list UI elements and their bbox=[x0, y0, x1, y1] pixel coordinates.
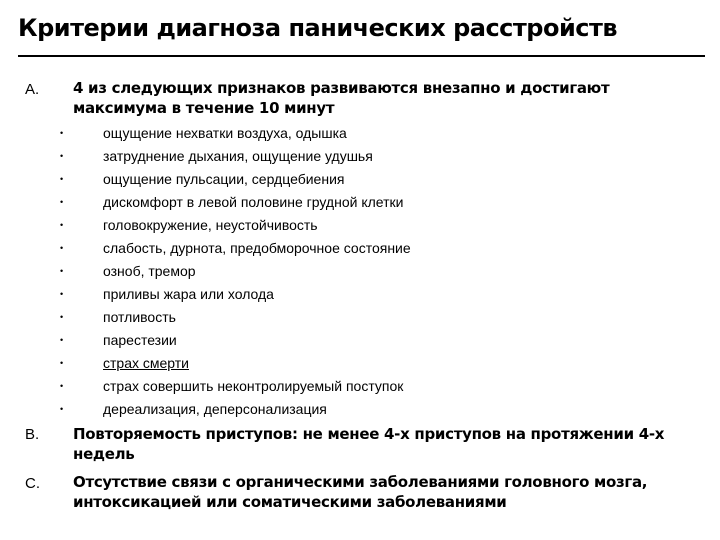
symptom-text: головокружение, неустойчивость bbox=[103, 217, 318, 233]
slide-title: Критерии диагноза панических расстройств bbox=[18, 14, 618, 42]
list-item bbox=[0, 352, 720, 375]
list-item bbox=[0, 191, 720, 214]
bullet-icon: • bbox=[60, 128, 64, 138]
bullet-icon: • bbox=[60, 151, 64, 161]
bullet-icon: • bbox=[60, 243, 64, 253]
symptom-text: дискомфорт в левой половине грудной клетки bbox=[103, 194, 404, 210]
bullet-icon: • bbox=[60, 220, 64, 230]
list-item bbox=[0, 398, 720, 421]
bullet-icon: • bbox=[60, 358, 64, 368]
list-item bbox=[0, 145, 720, 168]
list-item bbox=[0, 122, 720, 145]
symptom-text: приливы жара или холода bbox=[103, 286, 274, 302]
bullet-icon: • bbox=[60, 381, 64, 391]
title-underline bbox=[18, 55, 705, 57]
list-item bbox=[0, 283, 720, 306]
symptom-text: потливость bbox=[103, 309, 176, 325]
symptom-text: ощущение пульсации, сердцебиения bbox=[103, 171, 345, 187]
symptom-text: парестезии bbox=[103, 332, 177, 348]
symptom-text: затруднение дыхания, ощущение удушья bbox=[103, 148, 373, 164]
section-c-marker: C. bbox=[25, 475, 40, 492]
list-item bbox=[0, 306, 720, 329]
section-b-marker: B. bbox=[25, 426, 40, 443]
bullet-icon: • bbox=[60, 266, 64, 276]
section-c-text: Отсутствие связи с органическими заболеваниями головного мозга, интоксикацией или соматическими заболеваниями bbox=[73, 473, 648, 511]
section-a-marker: A. bbox=[25, 81, 40, 98]
symptom-text: страх совершить неконтролируемый поступок bbox=[103, 378, 404, 394]
bullet-icon: • bbox=[60, 404, 64, 414]
symptom-text: ощущение нехватки воздуха, одышка bbox=[103, 125, 347, 141]
bullet-icon: • bbox=[60, 174, 64, 184]
symptom-text: дереализация, деперсонализация bbox=[103, 401, 327, 417]
list-item bbox=[0, 260, 720, 283]
list-item bbox=[0, 375, 720, 398]
list-item bbox=[0, 214, 720, 237]
section-b-text: Повторяемость приступов: не менее 4-х приступов на протяжении 4-х недель bbox=[73, 425, 665, 463]
bullet-icon: • bbox=[60, 312, 64, 322]
bullet-icon: • bbox=[60, 197, 64, 207]
symptom-text: озноб, тремор bbox=[103, 263, 196, 279]
list-item bbox=[0, 329, 720, 352]
symptom-text: страх смерти bbox=[103, 355, 189, 371]
section-a-text: 4 из следующих признаков развиваются внезапно и достигают максимума в течение 10 минут bbox=[73, 79, 610, 117]
symptom-text: слабость, дурнота, предобморочное состояние bbox=[103, 240, 411, 256]
bullet-icon: • bbox=[60, 289, 64, 299]
list-item bbox=[0, 168, 720, 191]
symptom-list bbox=[0, 122, 720, 421]
bullet-icon: • bbox=[60, 335, 64, 345]
list-item bbox=[0, 237, 720, 260]
